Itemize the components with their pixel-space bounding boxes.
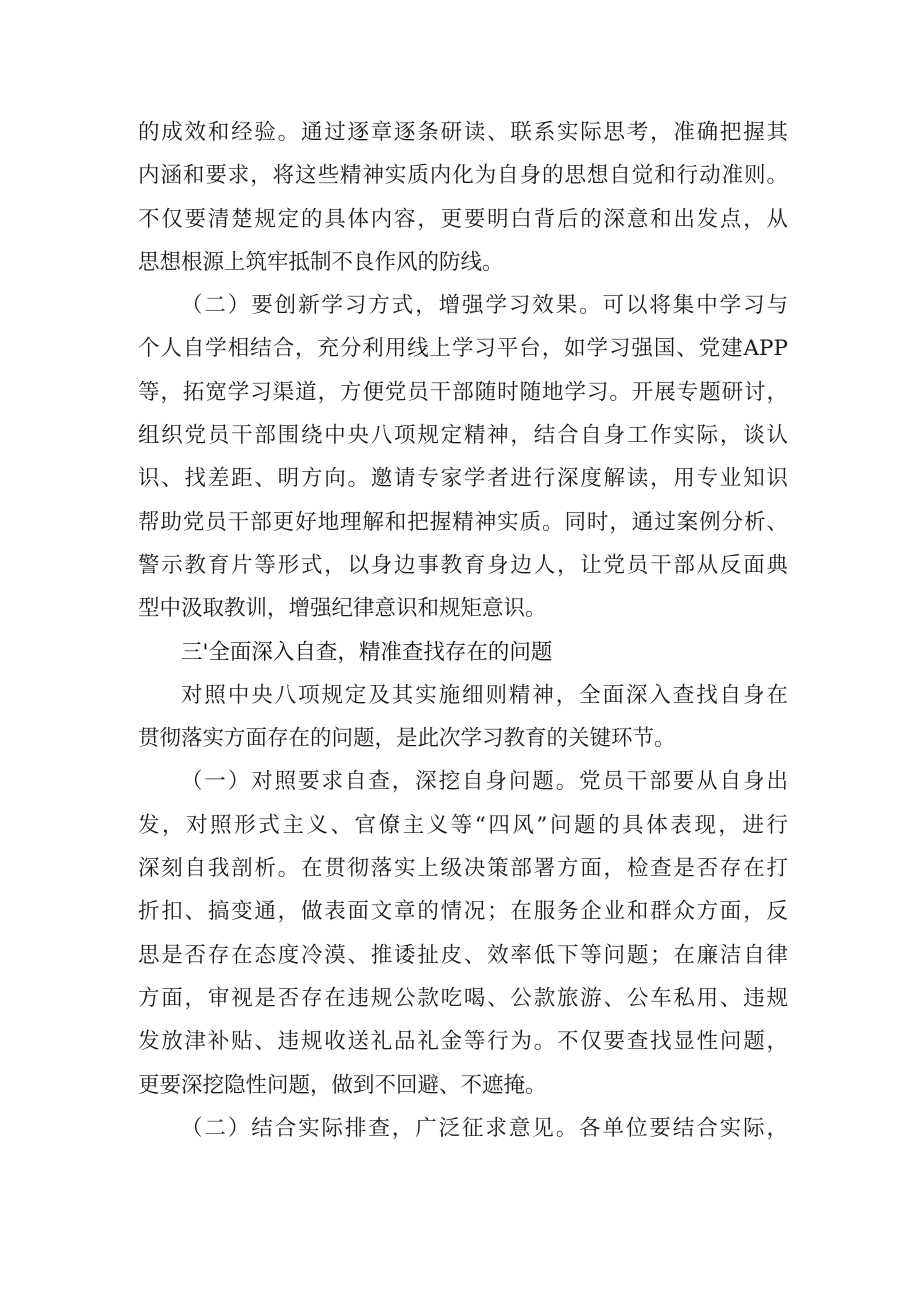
text-line: 帮助党员干部更好地理解和把握精神实质。同时，通过案例分析、 bbox=[138, 509, 788, 535]
section-heading bbox=[138, 631, 788, 674]
text-line: 方面，审视是否存在违规公款吃喝、公款旅游、公车私用、违规 bbox=[138, 985, 788, 1011]
text-line: 等，拓宽学习渠道，方便党员干部随时随地学习。开展专题研讨， bbox=[138, 379, 788, 405]
text-line: 对照中央八项规定及其实施细则精神，全面深入查找自身在 bbox=[181, 682, 788, 708]
paragraph-self-check-details bbox=[138, 760, 788, 1106]
paragraph-solicit-opinions bbox=[138, 1107, 788, 1150]
text-line: 警示教育片等形式，以身边事教育身边人，让党员干部从反面典 bbox=[138, 552, 788, 578]
text-line: 思想根源上筑牢抵制不良作风的防线。 bbox=[138, 249, 504, 275]
text-line: （二）要创新学习方式，增强学习效果。可以将集中学习与 bbox=[181, 293, 788, 319]
heading-text: 三'全面深入自查，精准查找存在的问题 bbox=[181, 639, 553, 665]
text-line: 深刻自我剖析。在贯彻落实上级决策部署方面，检查是否存在打 bbox=[138, 856, 788, 882]
paragraph-self-check-intro bbox=[138, 674, 788, 761]
text-line: 型中汲取教训，增强纪律意识和规矩意识。 bbox=[138, 596, 547, 622]
text-line: 识、找差距、明方向。邀请专家学者进行深度解读，用专业知识 bbox=[138, 466, 788, 492]
text-line: 的成效和经验。通过逐章逐条研读、联系实际思考，准确把握其 bbox=[138, 120, 788, 145]
paragraph-study-methods bbox=[138, 284, 788, 630]
text-line: 更要深挖隐性问题，做到不回避、不遮掩。 bbox=[138, 1072, 547, 1098]
text-line: 组织党员干部围绕中央八项规定精神，结合自身工作实际，谈认 bbox=[138, 423, 788, 449]
text-line: 发，对照形式主义、官僚主义等“四风”问题的具体表现，进行 bbox=[138, 812, 788, 838]
text-line: 折扣、搞变通，做表面文章的情况；在服务企业和群众方面，反 bbox=[138, 899, 788, 925]
text-line: （一）对照要求自查，深挖自身问题。党员干部要从自身出 bbox=[181, 769, 788, 795]
text-line: 个人自学相结合，充分利用线上学习平台，如学习强国、党建APP bbox=[138, 336, 788, 362]
text-line: 发放津补贴、违规收送礼品礼金等行为。不仅要查找显性问题， bbox=[138, 1029, 788, 1055]
text-line: 内涵和要求，将这些精神实质内化为自身的思想自觉和行动准则。 bbox=[138, 163, 788, 189]
text-line: 贯彻落实方面存在的问题，是此次学习教育的关键环节。 bbox=[138, 726, 676, 752]
paragraph-continued bbox=[138, 111, 788, 284]
text-line: 思是否存在态度冷漠、推诿扯皮、效率低下等问题；在廉洁自律 bbox=[138, 942, 788, 968]
text-line: （二）结合实际排查，广泛征求意见。各单位要结合实际， bbox=[181, 1115, 788, 1141]
document-body bbox=[138, 111, 788, 1150]
text-line: 不仅要清楚规定的具体内容，更要明白背后的深意和出发点，从 bbox=[138, 206, 788, 232]
